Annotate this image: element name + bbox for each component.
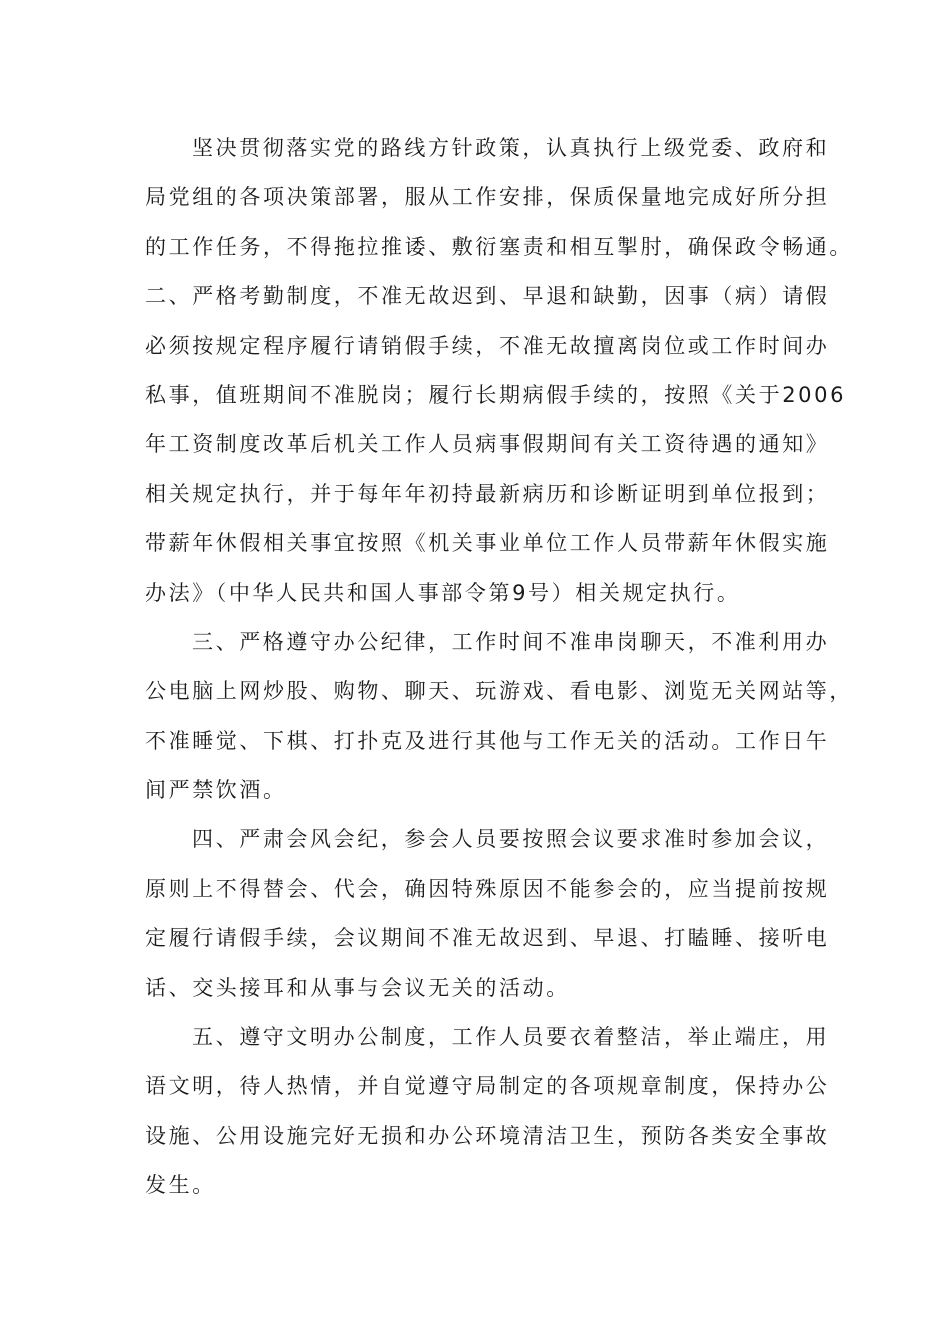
text-line: 局党组的各项决策部署，服从工作安排，保质保量地完成好所分担: [145, 185, 830, 210]
text-line: 办法》（中华人民共和国人事部令第9号）相关规定执行。: [145, 580, 741, 605]
text-line: 语文明，待人热情，并自觉遵守局制定的各项规章制度，保持办公: [145, 1074, 830, 1099]
text-line: 私事，值班期间不准脱岗；履行长期病假手续的，按照《关于2006: [145, 382, 847, 407]
text-line: 不准睡觉、下棋、打扑克及进行其他与工作无关的活动。工作日午: [145, 728, 830, 753]
text-line: 发生。: [145, 1173, 216, 1198]
text-line: 带薪年休假相关事宜按照《机关事业单位工作人员带薪年休假实施: [145, 531, 830, 556]
text-line: 四、严肃会风会纪，参会人员要按照会议要求准时参加会议，: [192, 827, 830, 852]
text-line: 公电脑上网炒股、购物、聊天、玩游戏、看电影、浏览无关网站等，: [145, 679, 853, 704]
text-line: 设施、公用设施完好无损和办公环境清洁卫生，预防各类安全事故: [145, 1123, 830, 1148]
text-line: 三、严格遵守办公纪律，工作时间不准串岗聊天，不准利用办: [192, 629, 830, 654]
text-line: 相关规定执行，并于每年年初持最新病历和诊断证明到单位报到；: [145, 481, 830, 506]
text-line: 原则上不得替会、代会，确因特殊原因不能参会的，应当提前按规: [145, 876, 830, 901]
text-line: 坚决贯彻落实党的路线方针政策，认真执行上级党委、政府和: [192, 136, 830, 160]
text-line: 话、交头接耳和从事与会议无关的活动。: [145, 975, 570, 1000]
text-line: 的工作任务，不得拖拉推诿、敷衍塞责和相互掣肘，确保政令畅通。: [145, 234, 853, 259]
text-line: 定履行请假手续，会议期间不准无故迟到、早退、打瞌睡、接听电: [145, 926, 830, 951]
document-body: [145, 124, 853, 1211]
text-line: 五、遵守文明办公制度，工作人员要衣着整洁，举止端庄，用: [192, 1025, 830, 1050]
text-line: 间严禁饮酒。: [145, 778, 287, 803]
text-line: 年工资制度改革后机关工作人员病事假期间有关工资待遇的通知》: [145, 432, 830, 457]
text-line: 二、严格考勤制度，不准无故迟到、早退和缺勤，因事（病）请假: [145, 284, 830, 309]
text-line: 必须按规定程序履行请销假手续，不准无故擅离岗位或工作时间办: [145, 333, 830, 358]
